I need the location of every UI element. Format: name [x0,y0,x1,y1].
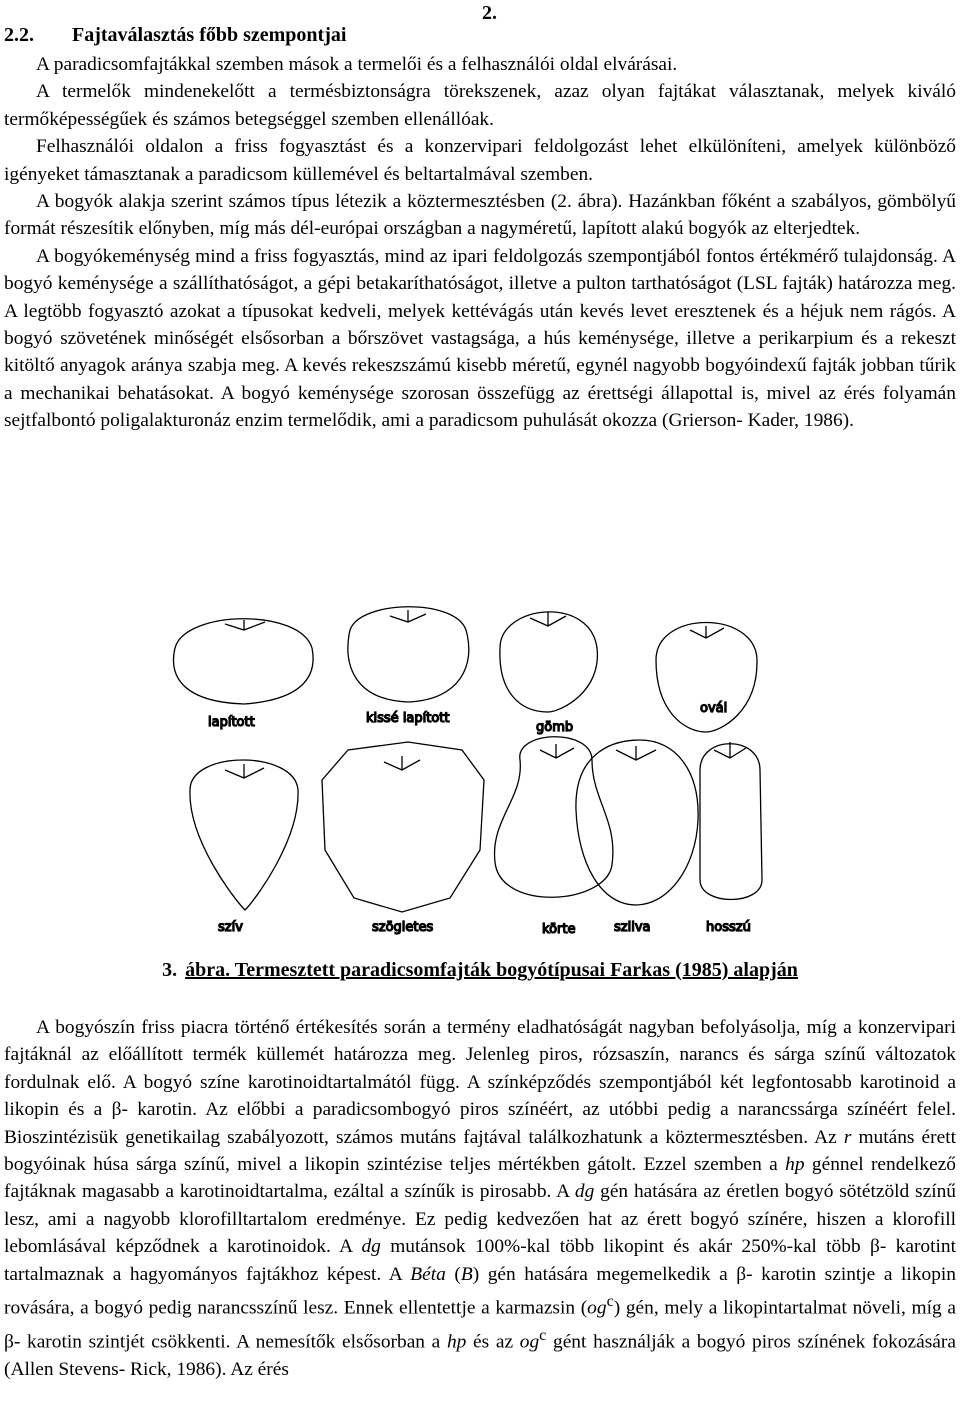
shape-plum [576,740,698,905]
paragraph: A bogyószín friss piacra történő értékesítés során a termény eladhatóságát nagyban befolyásolja, míg a konzervipari fajtáknál az előállított termék küllemét határozza meg. Jelenleg piros, rózsaszín, narancs és sárga színű változatok fordulnak elő. A bogyó színe karotinoidtartalmától függ. A színképződés szempontjából két legfontosabb karotinoid a likopin és a β- karotin. Az előbbi a paradicsombogyó piros színéért, az utóbbi pedig a narancssárga színéért felel. Bioszintézisük genetikailag szabályozott, számos mutáns fajtával találkozhatunk a köztermesztésben. Az r mutáns érett bogyóinak húsa sárga színű, mivel a likopin szintézise teljes mértékben gátolt. Ezzel szemben a hp génnel rendelkező fajtáknak magasabb a karotinoidtartalma, ezáltal a színűk is pirosabb. A dg gén hatására az éretlen bogyó sötétzöld színű lesz, ami a nagyobb klorofilltartalom eredménye. Ez pedig kedvezően hat az érett bogyó színére, hiszen a klorofill lebomlásával képződnek a karotinoidok. A dg mutánsok 100%-kal több likopint és akár 250%-kal több β- karotint tartalmaznak a hagyományos fajtákhoz képest. A Béta (B) gén hatására megemelkedik a β- karotin szintje a likopin rovására, a bogyó pedig narancsszínű lesz. Ennek ellentettje a karmazsin $(og^c)$ gén, mely a likopintartalmat növeli, míg a β- karotin szintjét csökkenti. A nemesítők elsősorban a hp és az $og^c$ gént használják a bogyó piros színének fokozására (Allen Stevens- Rick, 1986). Az érés [4,1017,957,1380]
section-number: 2.2. [4,24,34,46]
tomato-shapes-figure [0,600,960,960]
section-heading [4,24,346,47]
bottom-text-block [4,1014,956,1383]
figure-label: szív [218,920,243,935]
paragraph: Felhasználói oldalon a friss fogyasztást és a konzervipari feldolgozást lehet elkülöníteni, amelyek különböző igényeket támasztanak a paradicsom küllemével és beltartalmával szemben. [4,136,956,185]
figure-label: körte [542,922,576,937]
figure-label: kissé lapított [366,711,450,726]
section-title: Fajtaválasztás főbb szempontjai [72,24,347,46]
shape-heart [190,760,298,910]
figure-label: szögletes [372,920,434,935]
top-text-block [4,51,956,435]
shape-pear [494,737,612,898]
figure-caption-text: ábra. Termesztett paradicsomfajták bogyótípusai Farkas (1985) alapján [185,959,798,981]
figure-label: hosszú [706,920,751,935]
figure-caption [0,959,960,982]
paragraph: A bogyókeménység mind a friss fogyasztás, mind az ipari feldolgozás szempontjából fontos értékmérő tulajdonság. A bogyó keménysége a szállíthatóságot, a gépi betakaríthatóságot, illetve a pulton tarthatóságot (LSL fajták) határozza meg. A legtöbb fogyasztó azokat a típusokat kedveli, melyek kettévágás után kevés levet eresztenek és a héjuk nem rágós. A bogyó szövetének minőségét elsősorban a bőrszövet vastagsága, a hús keménysége, illetve a perikarpium és a rekeszt kitöltő anyagok aránya szabja meg. A kevés rekeszszámú kisebb méretű, egynél nagyobb bogyóindexű fajták jobban tűrik a mechanikai behatásokat. A bogyó keménysége szorosan összefügg az érettségi állapottal is, mivel az érés folyamán sejtfalbontó poligalakturonáz enzim termelődik, ami a paradicsom puhulását okozza (Grierson- Kader, 1986). [4,245,956,432]
figure-number: 3. [162,959,178,981]
figure-label: ovál [700,701,728,716]
shape-round [500,612,598,712]
paragraph: A bogyók alakja szerint számos típus létezik a köztermesztésben (2. ábra). Hazánkban főként a szabályos, gömbölyű formát részesítik előnyben, míg más dél-európai országban a nagyméretű, lapított alakú bogyók az elterjedtek. [4,191,956,240]
paragraph: A termelők mindenekelőtt a termésbiztonságra törekszenek, azaz olyan fajtákat választanak, melyek kiváló termőképességűek és számos betegséggel szemben ellenállóak. [4,81,956,130]
figure-label: lapított [208,715,255,730]
shape-flattened [174,619,314,704]
shape-long [700,742,762,900]
figure-label: gömb [536,720,574,735]
shape-angular [322,742,484,912]
figure-label: szilva [614,920,651,935]
paragraph: A paradicsomfajtákkal szemben mások a termelői és a felhasználói oldal elvárásai. [36,54,678,75]
page-number: 2. [482,2,497,24]
shape-slightly-flattened [348,607,469,702]
